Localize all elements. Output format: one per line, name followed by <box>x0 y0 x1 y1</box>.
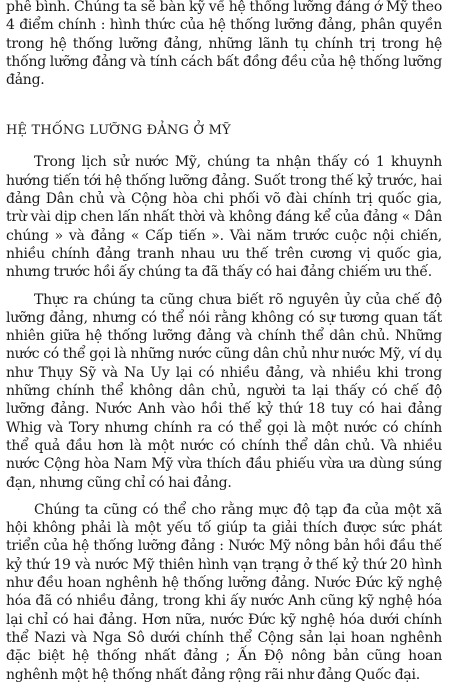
paragraph-1: Trong lịch sử nước Mỹ, chúng ta nhận thấy có 1 khuynh hướng tiến tới hệ thống lưỡng đảng. Suốt trong thế kỷ trước, hai đảng Dân chủ và Cộng hòa chi phối võ đài chính trị quốc gia, trừ vài dịp chen lấn nhất thời và không đáng kể của đảng « Dân chúng » và đảng « Cấp tiến ». Vài năm trước cuộc nội chiến, nhiều chính đảng tranh nhau ưu thế trên cương vị quốc gia, nhưng trước hồi ấy chúng ta đã thấy có hai đảng chiếm ưu thế. <box>6 154 442 281</box>
paragraph-gap <box>6 492 442 501</box>
paragraph-gap <box>6 282 442 291</box>
paragraph-2: Thực ra chúng ta cũng chưa biết rõ nguyên ủy của chế độ lưỡng đảng, nhưng có thể nói rằng không có sự tương quan tất nhiên giữa hệ thống lưỡng đảng và chính thể dân chủ. Những nước có thể gọi là những nước cũng dân chủ như nước Mỹ, ví dụ như Thụy Sỹ và Na Uy lại có nhiều đảng, và nhiều khi trong những chính thể không dân chủ, người ta lại thấy có chế độ lưỡng đảng. Nước Anh vào hồi thế kỷ thứ 18 tuy có hai đảng Whig và Tory nhưng chính ra có thể gọi là một nước có chính thể quả đầu hơn là một nước có chính thể dân chủ. Và nhiều nước Cộng hòa Nam Mỹ vừa thích đầu phiếu vừa ưa dùng súng đạn, nhưng cũng chỉ có hai đảng. <box>6 291 442 491</box>
paragraph-intro-continuation: phê bình. Chúng ta sẽ bàn kỹ về hệ thống lưỡng đảng ở Mỹ theo 4 điểm chính : hình thức của hệ thống lưỡng đảng, phân quyền trong hệ thống lưỡng đảng, những lãnh tụ chính trị trong hệ thống lưỡng đảng và tính cách bất đồng đều của hệ thống lưỡng đảng. <box>6 0 442 89</box>
document-page <box>6 0 442 692</box>
section-heading: HỆ THỐNG LƯỠNG ĐẢNG Ở MỸ <box>6 123 231 139</box>
paragraph-3: Chúng ta cũng có thể cho rằng mực độ tạp đa của một xã hội không phải là một yếu tố giúp ta giải thích được sức phát triển của hệ thống lưỡng đảng : Nước Mỹ nông bản hồi đầu thế kỷ thứ 19 và nước Mỹ thiên hình vạn trạng ở thế kỷ thứ 20 hình như đều hoan nghênh hệ thống lưỡng đảng. Nước Đức kỹ nghệ hóa đã có nhiều đảng, trong khi ấy nước Anh cũng kỹ nghệ hóa lại chỉ có hai đảng. Hơn nữa, nước Đức kỹ nghệ hóa dưới chính thể Nazi và Nga Sô dưới chính thể Cộng sản lại hoan nghênh đặc biệt hệ thống nhất đảng ; Ấn Độ nông bản cũng hoan nghênh một hệ thống nhất đảng rộng rãi như đảng Quốc đại. <box>6 501 442 683</box>
